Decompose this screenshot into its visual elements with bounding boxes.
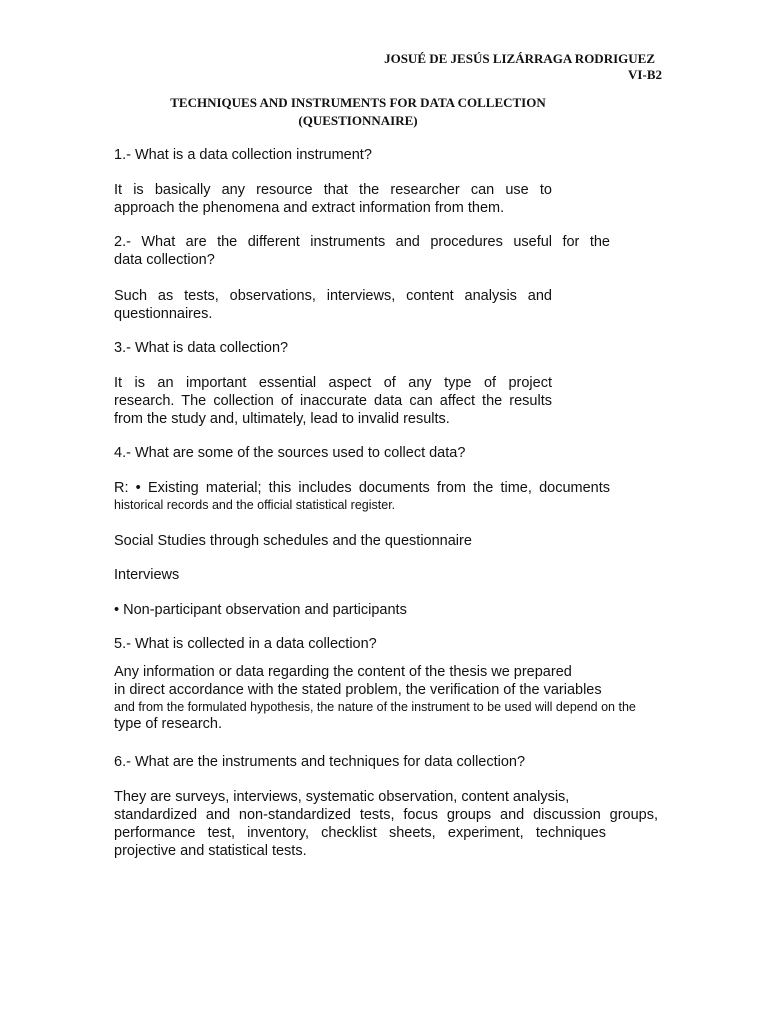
question-2 [114, 233, 610, 269]
answer-2-line-2: questionnaires. [114, 306, 213, 322]
answer-6-line-2: standardized and non-standardized tests, focus groups and discussion groups, [114, 807, 658, 823]
document-title: TECHNIQUES AND INSTRUMENTS FOR DATA COLLECTION [170, 95, 546, 110]
source-item-interviews: Interviews [114, 567, 180, 583]
answer-6-line-4: projective and statistical tests. [114, 843, 307, 859]
answer-3-line-2: research. The collection of inaccurate data can affect the results [114, 393, 552, 409]
answer-4 [114, 479, 610, 513]
answer-4-line-2: historical records and the official statistical register. [114, 498, 396, 512]
question-5: 5.- What is collected in a data collection? [114, 636, 377, 652]
answer-6 [114, 788, 658, 860]
answer-2-line-1: Such as tests, observations, interviews, content analysis and [114, 288, 552, 304]
answer-5-line-4: type of research. [114, 716, 222, 732]
answer-5 [114, 663, 636, 733]
question-2-line-2: data collection? [114, 252, 215, 268]
answer-6-line-3: performance test, inventory, checklist sheets, experiment, techniques [114, 825, 606, 841]
answer-5-line-2: in direct accordance with the stated problem, the verification of the variables [114, 682, 602, 698]
question-4: 4.- What are some of the sources used to collect data? [114, 445, 466, 461]
document-subtitle: (QUESTIONNAIRE) [298, 113, 418, 128]
question-6: 6.- What are the instruments and techniques for data collection? [114, 754, 526, 770]
answer-1-line-1: It is basically any resource that the researcher can use to [114, 182, 552, 198]
answer-3-line-1: It is an important essential aspect of any type of project [114, 375, 552, 391]
answer-3 [114, 374, 552, 428]
answer-1-line-2: approach the phenomena and extract information from them. [114, 200, 505, 216]
question-3: 3.- What is data collection? [114, 340, 289, 356]
answer-1 [114, 181, 552, 217]
class-group: VI-B2 [628, 67, 662, 82]
source-item-social-studies: Social Studies through schedules and the questionnaire [114, 533, 472, 549]
answer-3-line-3: from the study and, ultimately, lead to invalid results. [114, 411, 450, 427]
source-item-observation: • Non-participant observation and participants [114, 602, 407, 618]
question-2-line-1: 2.- What are the different instruments and procedures useful for the [114, 234, 610, 250]
author-name: JOSUÉ DE JESÚS LIZÁRRAGA RODRIGUEZ [384, 51, 655, 66]
answer-2 [114, 287, 552, 323]
question-1: 1.- What is a data collection instrument? [114, 147, 372, 163]
answer-6-line-1: They are surveys, interviews, systematic observation, content analysis, [114, 789, 570, 805]
answer-5-line-1: Any information or data regarding the content of the thesis we prepared [114, 664, 572, 680]
answer-5-line-3: and from the formulated hypothesis, the nature of the instrument to be used will depend on the [114, 700, 636, 714]
answer-4-line-1: R: • Existing material; this includes documents from the time, documents [114, 480, 610, 496]
